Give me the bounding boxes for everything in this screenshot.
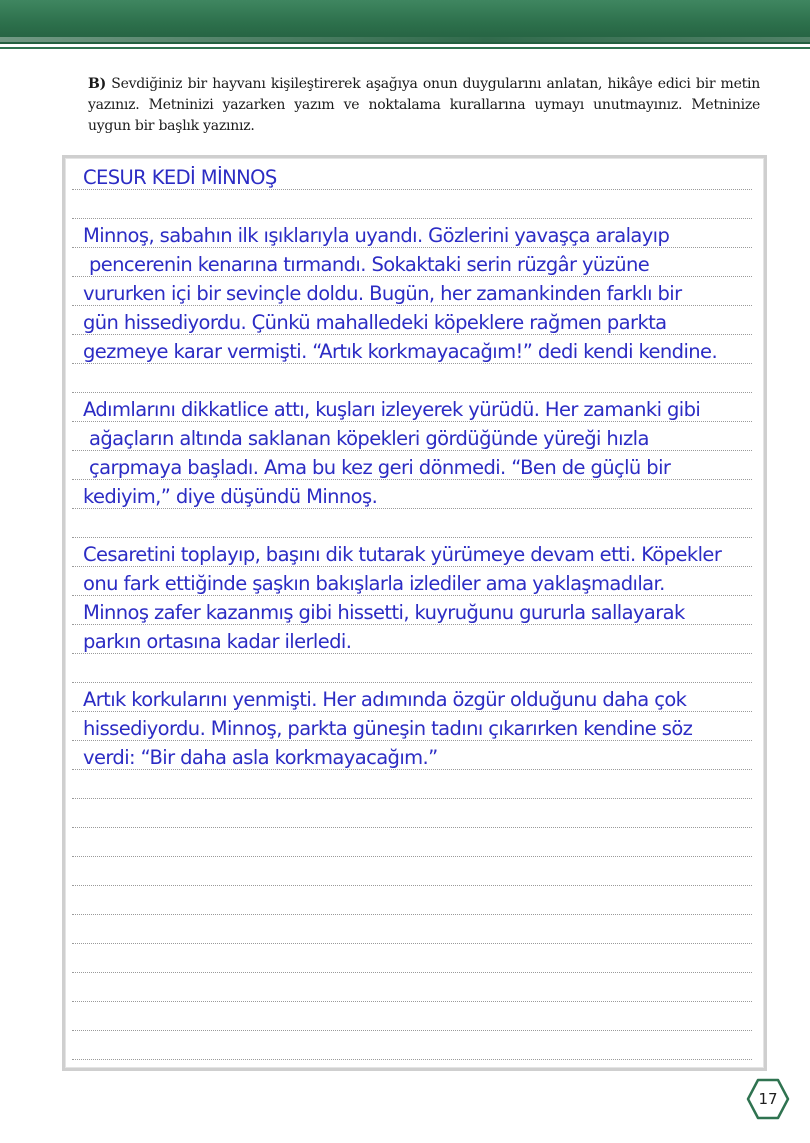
essay-line: kediyim,” diye düşündü Minnoş. bbox=[83, 485, 378, 508]
essay-paragraph bbox=[83, 540, 773, 656]
page-number: 17 bbox=[758, 1090, 778, 1108]
essay-line: çarpmaya başladı. Ama bu kez geri dönmedi. “Ben de güçlü bir bbox=[89, 456, 671, 479]
essay-line: Minnoş zafer kazanmış gibi hissetti, kuyruğunu gururla sallayarak bbox=[83, 601, 685, 624]
essay-line: Adımlarını dikkatlice attı, kuşları izleyerek yürüdü. Her zamanki gibi bbox=[83, 398, 701, 421]
ruled-line bbox=[72, 856, 752, 857]
ruled-line bbox=[72, 827, 752, 828]
ruled-line bbox=[72, 1001, 752, 1002]
essay-line: Cesaretini toplayıp, başını dik tutarak yürümeye devam etti. Köpekler bbox=[83, 543, 722, 566]
ruled-line bbox=[72, 972, 752, 973]
essay-line: Artık korkularını yenmişti. Her adımında özgür olduğunu daha çok bbox=[83, 688, 687, 711]
essay-paragraph bbox=[83, 685, 773, 772]
essay-line: pencerenin kenarına tırmandı. Sokaktaki serin rüzgâr yüzüne bbox=[89, 253, 650, 276]
essay-line: gün hissediyordu. Çünkü mahalledeki köpeklere rağmen parkta bbox=[83, 311, 667, 334]
essay-line: gezmeye karar vermişti. “Artık korkmayacağım!” dedi kendi kendine. bbox=[83, 340, 718, 363]
essay-title: CESUR KEDİ MİNNOŞ bbox=[83, 166, 277, 189]
ruled-line bbox=[72, 885, 752, 886]
essay-line: Minnoş, sabahın ilk ışıklarıyla uyandı. Gözlerini yavaşça aralayıp bbox=[83, 224, 670, 247]
essay-paragraph bbox=[83, 395, 773, 511]
instruction-label: B) bbox=[88, 76, 106, 92]
ruled-line bbox=[72, 914, 752, 915]
essay-line: onu fark ettiğinde şaşkın bakışlarla izlediler ama yaklaşmadılar. bbox=[83, 572, 665, 595]
essay-line: ağaçların altında saklanan köpekleri gördüğünde yüreği hızla bbox=[89, 427, 649, 450]
essay-line: hissediyordu. Minnoş, parkta güneşin tadını çıkarırken kendine söz bbox=[83, 717, 693, 740]
handwritten-essay bbox=[83, 163, 773, 801]
ruled-line bbox=[72, 1030, 752, 1031]
instruction-body: Sevdiğiniz bir hayvanı kişileştirerek aşağıya onun duygularını anlatan, hikâye edici bir metin yazınız. Metninizi yazarken yazım ve noktalama kurallarına uymayı unutmayınız. Metninize uygun bir başlık yazınız. bbox=[88, 76, 760, 134]
essay-body bbox=[83, 221, 773, 772]
essay-line: verdi: “Bir daha asla korkmayacağım.” bbox=[83, 746, 438, 769]
essay-paragraph bbox=[83, 221, 773, 366]
ruled-line bbox=[72, 943, 752, 944]
essay-line: vururken içi bir sevinçle doldu. Bugün, her zamankinden farklı bir bbox=[83, 282, 682, 305]
ruled-line bbox=[72, 1059, 752, 1060]
essay-line: parkın ortasına kadar ilerledi. bbox=[83, 630, 352, 653]
